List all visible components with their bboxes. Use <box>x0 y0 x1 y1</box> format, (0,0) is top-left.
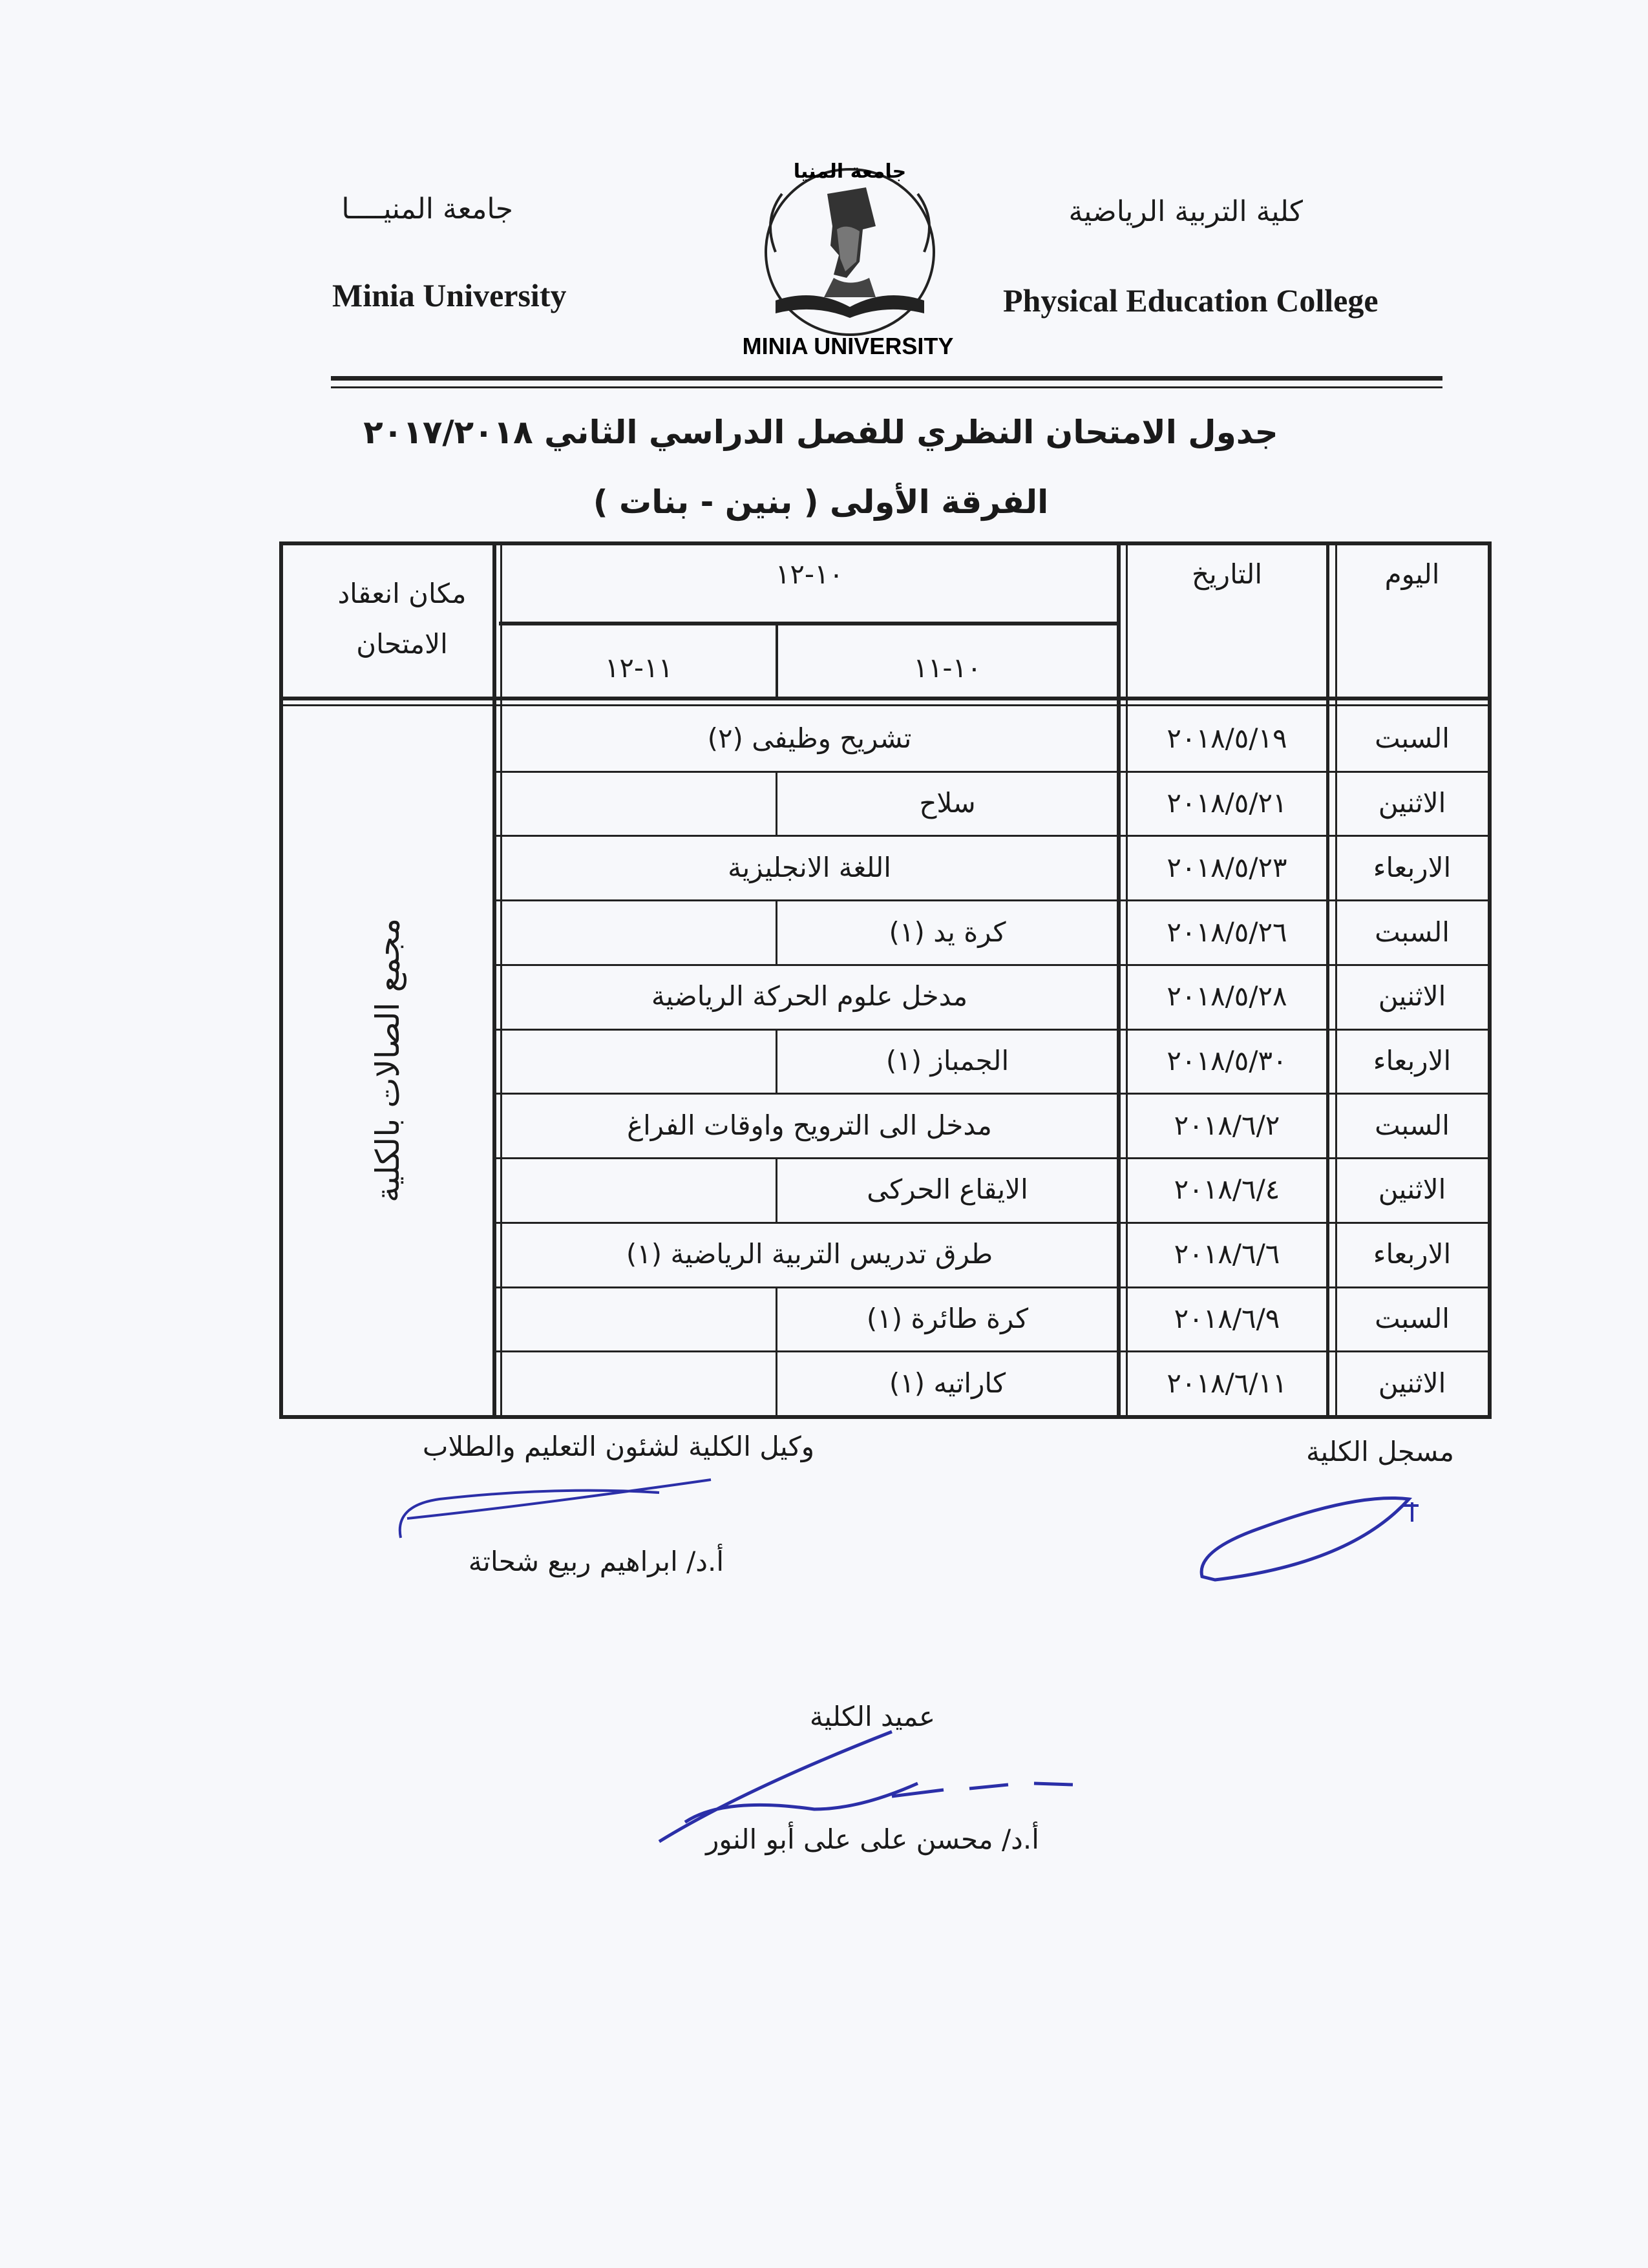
vice-dean-title: وكيل الكلية لشئون التعليم والطلاب <box>422 1431 814 1462</box>
header-time-a: ١٠-١١ <box>913 651 982 684</box>
row-subject: سلاح <box>919 787 976 819</box>
row-date: ٢٠١٨/٦/٤ <box>1174 1173 1280 1206</box>
dean-title: عميد الكلية <box>809 1701 936 1732</box>
vice-dean-signature-icon <box>388 1467 737 1551</box>
header-day: اليوم <box>1384 558 1440 590</box>
row-day: الاربعاء <box>1373 1238 1452 1270</box>
row-date: ٢٠١٨/٥/١٩ <box>1167 722 1287 755</box>
header-time-b: ١١-١٢ <box>604 651 673 684</box>
row-subject: مدخل الى الترويح واوقات الفراغ <box>627 1109 992 1141</box>
college-name-ar: كلية التربية الرياضية <box>1068 195 1303 228</box>
row-subject: كرة طائرة (١) <box>866 1302 1029 1334</box>
row-subject: مدخل علوم الحركة الرياضية <box>651 980 968 1013</box>
header-date: التاريخ <box>1191 558 1263 590</box>
university-name-en: Minia University <box>332 277 567 313</box>
college-name-en: Physical Education College <box>1003 282 1379 319</box>
dean-name: أ.د/ محسن على على أبو النور <box>706 1823 1039 1855</box>
exam-schedule-table <box>279 541 1492 1419</box>
page-subtitle: الفرقة الأولى ( بنين - بنات ) <box>593 483 1049 521</box>
logo-text-en: MINIA UNIVERSITY <box>742 333 954 359</box>
vice-dean-name: أ.د/ ابراهيم ربيع شحاتة <box>468 1546 724 1577</box>
row-day: السبت <box>1375 1109 1450 1141</box>
row-day: الاثنين <box>1378 1173 1446 1206</box>
row-day: الاثنين <box>1378 787 1446 819</box>
row-day: الاربعاء <box>1373 851 1452 883</box>
header-rule-thin <box>331 386 1442 388</box>
dean-signature-icon <box>646 1712 1099 1854</box>
row-date: ٢٠١٨/٥/٢٦ <box>1167 916 1287 948</box>
row-date: ٢٠١٨/٦/٢ <box>1174 1109 1280 1141</box>
registrar-title: مسجل الكلية <box>1306 1436 1454 1467</box>
row-date: ٢٠١٨/٥/٣٠ <box>1167 1044 1287 1076</box>
row-subject: تشريح وظيفى (٢) <box>707 722 912 755</box>
row-subject: كاراتيه (١) <box>889 1367 1006 1399</box>
row-date: ٢٠١٨/٦/٦ <box>1174 1238 1280 1270</box>
venue-cell: مجمع الصالات بالكلية <box>369 918 407 1202</box>
row-date: ٢٠١٨/٥/٢٣ <box>1167 851 1287 883</box>
row-subject: طرق تدريس التربية الرياضية (١) <box>626 1238 993 1270</box>
row-day: الاثنين <box>1378 980 1446 1013</box>
header-rule <box>331 376 1442 381</box>
page-title: جدول الامتحان النظري للفصل الدراسي الثاني ٢٠١٧/٢٠١٨ <box>363 414 1278 451</box>
row-date: ٢٠١٨/٦/٩ <box>1174 1302 1280 1334</box>
row-subject: كرة يد (١) <box>889 916 1006 948</box>
row-subject: الايقاع الحركى <box>867 1173 1028 1206</box>
row-day: السبت <box>1375 722 1450 755</box>
row-subject: اللغة الانجليزية <box>728 851 891 883</box>
row-date: ٢٠١٨/٦/١١ <box>1167 1367 1287 1399</box>
row-date: ٢٠١٨/٥/٢١ <box>1167 787 1287 819</box>
row-date: ٢٠١٨/٥/٢٨ <box>1167 980 1287 1013</box>
university-logo <box>737 149 956 368</box>
row-day: الاثنين <box>1378 1367 1446 1399</box>
row-day: السبت <box>1375 916 1450 948</box>
university-name-ar: جامعة المنيــــا <box>341 193 513 226</box>
nefertiti-emblem-icon <box>737 149 956 368</box>
row-subject: الجمباز (١) <box>885 1044 1009 1076</box>
row-day: السبت <box>1375 1302 1450 1334</box>
registrar-signature-icon <box>1189 1467 1435 1596</box>
logo-text-ar: جامعة المنيا <box>793 160 907 183</box>
row-day: الاربعاء <box>1373 1044 1452 1076</box>
header-venue: مكان انعقاد الامتحان <box>337 578 467 660</box>
header-time: ١٠-١٢ <box>775 558 844 590</box>
